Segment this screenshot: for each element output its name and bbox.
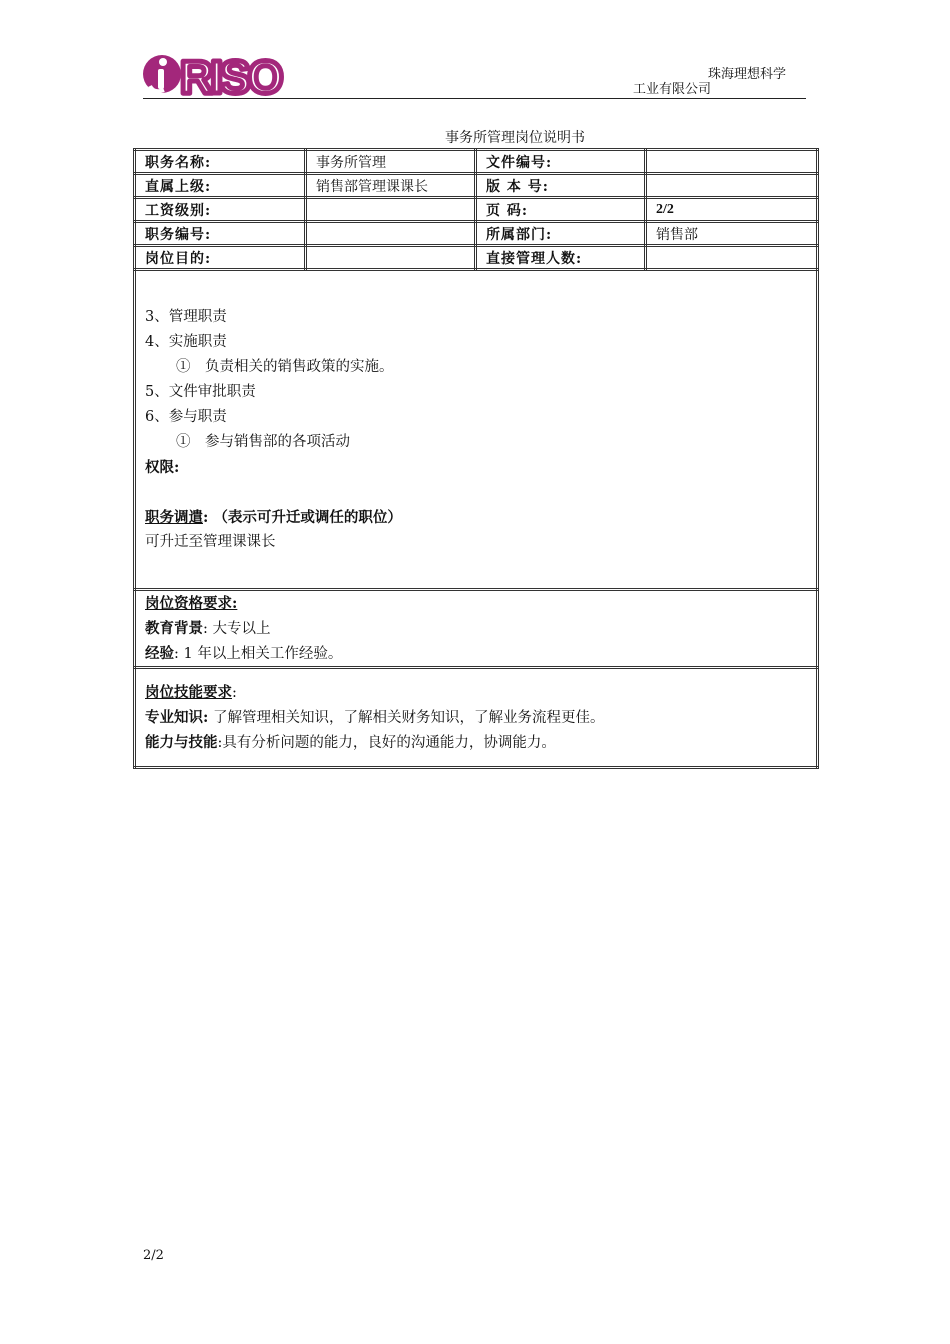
duty-item-4: 4、实施职责 (145, 333, 227, 350)
riso-logo (142, 50, 302, 98)
experience-value: : 1 年以上相关工作经验。 (174, 646, 343, 662)
info-row (135, 246, 818, 270)
label-job-purpose: 岗位目的: (135, 246, 306, 270)
value-job-number (306, 222, 476, 246)
qualifications-cell (135, 590, 818, 668)
label-job-title: 职务名称: (135, 150, 306, 174)
label-supervisor: 直属上级: (135, 174, 306, 198)
duty-item-6-sub: ① 参与销售部的各项活动 (176, 433, 350, 450)
transfer-note: : （表示可升迁或调任的职位） (203, 508, 402, 526)
value-job-purpose (306, 246, 476, 270)
ability-value: :具有分析问题的能力，良好的沟通能力，协调能力。 (217, 735, 556, 751)
skills-heading-line (145, 680, 816, 705)
info-row (135, 150, 818, 174)
logo-text: RISO (180, 51, 281, 98)
experience-label: 经验 (145, 645, 174, 662)
info-row (135, 174, 818, 198)
value-version (646, 174, 818, 198)
document-title: 事务所管理岗位说明书 (445, 130, 585, 146)
skills-cell (135, 668, 818, 768)
label-page: 页 码: (476, 198, 646, 222)
value-page: 2/2 (646, 198, 818, 222)
skills-heading-suffix: : (232, 685, 237, 701)
job-description-table (133, 148, 819, 769)
duty-item-6: 6、参与职责 (145, 408, 227, 425)
value-file-number (646, 150, 818, 174)
duty-item-3: 3、管理职责 (145, 308, 227, 325)
skills-heading: 岗位技能要求 (145, 684, 232, 701)
info-row (135, 198, 818, 222)
label-version: 版 本 号: (476, 174, 646, 198)
authority-label: 权限: (145, 458, 180, 476)
duties-row (135, 270, 818, 590)
value-job-title: 事务所管理 (306, 150, 476, 174)
qualifications-row (135, 590, 818, 668)
label-direct-reports: 直接管理人数: (476, 246, 646, 270)
label-department: 所属部门: (476, 222, 646, 246)
duty-item-5: 5、文件审批职责 (145, 383, 256, 400)
blank-line (145, 480, 816, 505)
transfer-value: 可升迁至管理课课长 (145, 533, 276, 550)
header-rule (143, 98, 806, 99)
company-name-line1: 珠海理想科学 (708, 67, 787, 82)
transfer-heading (145, 505, 816, 530)
knowledge-value: 了解管理相关知识，了解相关财务知识，了解业务流程更佳。 (208, 710, 605, 726)
transfer-label: 职务调遣 (145, 508, 203, 526)
ability-line (145, 730, 816, 755)
company-name-line2: 工业有限公司 (633, 82, 712, 97)
value-department: 销售部 (646, 222, 818, 246)
info-row (135, 222, 818, 246)
label-file-number: 文件编号: (476, 150, 646, 174)
education-label: 教育背景 (145, 620, 203, 637)
experience-line (145, 641, 816, 666)
ability-label: 能力与技能 (145, 734, 218, 751)
duties-cell (135, 270, 818, 590)
value-direct-reports (646, 246, 818, 270)
label-job-number: 职务编号: (135, 222, 306, 246)
knowledge-label: 专业知识: (145, 709, 209, 726)
footer-page-number: 2/2 (143, 1248, 164, 1263)
education-line (145, 616, 816, 641)
qualifications-heading: 岗位资格要求: (145, 595, 238, 612)
knowledge-line (145, 705, 816, 730)
education-value: : 大专以上 (203, 621, 271, 637)
label-salary-grade: 工资级别: (135, 198, 306, 222)
duty-item-4-sub: ① 负责相关的销售政策的实施。 (176, 358, 394, 375)
value-salary-grade (306, 198, 476, 222)
value-supervisor: 销售部管理课课长 (306, 174, 476, 198)
skills-row (135, 668, 818, 768)
